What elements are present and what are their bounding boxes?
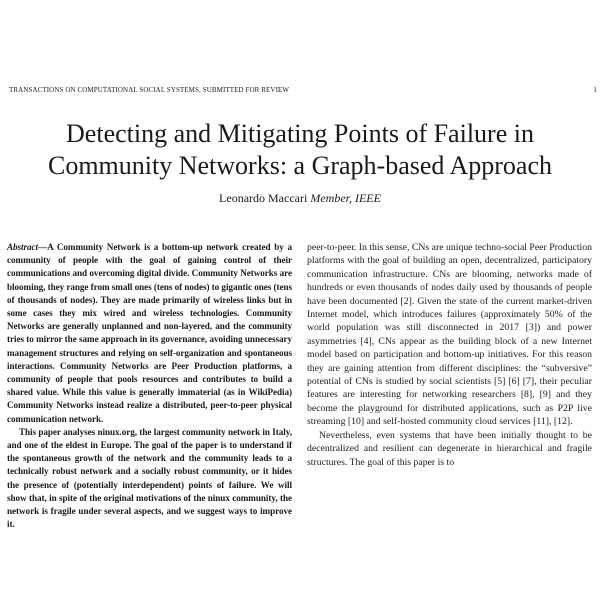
body-paragraph-1: peer-to-peer. In this sense, CNs are unique techno-social Peer Production platforms with the goal of building an open, decentralized, participatory communication infrastructure. CNs are blooming, networks made of hundreds or even thousands of nodes daily used by thousands of people have been documented [2]. Given the state of the current market-driven Internet model, which introduces failures (approximately 50% of the world population was still disconnected in 2017 [3]) and power asymmetries [4], CNs appear as the building block of a new Internet model based on participation and bottom-up initiatives. For this reason they are gaining attention from different disciplines: the “subversive” potential of CNs is studied by social scientists [5] [6] [7], their peculiar features are interesting for networking researchers [8], [9] and they become the playground for distributed applications, such as P2P live streaming [10] and self-hosted community cloud services [11], [12]. [307, 242, 592, 428]
paper-title-line-1: Detecting and Mitigating Points of Failure in [66, 119, 534, 148]
author-affiliation: Member, IEEE [310, 191, 381, 205]
abstract-label: Abstract [7, 242, 39, 252]
abstract-column [7, 241, 292, 531]
body-paragraph-2: Nevertheless, even systems that have been initially thought to be decentralized and resilient can degenerate in hierarchical and fragile structures. The goal of this paper is to [307, 429, 592, 468]
page-number: 1 [593, 86, 597, 94]
running-header [9, 86, 597, 95]
abstract-text-1: —A Community Network is a bottom-up network created by a community of people with the goal of gaining control of their communications and overcoming digital divide. Community Networks are blooming, they range from small ones (tens of nodes) to gigantic ones (tens of thousands of nodes). They are made primarily of wireless links but in some cases they mix wired and wireless technologies. Community Networks are generally unplanned and non-layered, and the community tries to mirror the same approach in its governance, avoiding unnecessary management structures and relying on self-organization and spontaneous interactions. Community Networks are Peer Production platforms, a community of people that pools resources and contributes to build a shared value. While this value is generally immaterial (as in WikiPedia) Community Networks instead realize a distributed, peer-to-peer physical communication network. [7, 242, 292, 424]
author-name: Leonardo Maccari [219, 191, 308, 205]
author-line [0, 191, 600, 205]
body-column [307, 241, 592, 469]
abstract-paragraph-1 [7, 241, 292, 426]
paper-title [0, 118, 600, 182]
running-title: TRANSACTIONS ON COMPUTATIONAL SOCIAL SYSTEMS, SUBMITTED FOR REVIEW [9, 86, 290, 94]
paper-title-line-2: Community Networks: a Graph-based Approach [47, 151, 552, 180]
abstract-paragraph-2: This paper analyses ninux.org, the largest community network in Italy, and one of the eldest in Europe. The goal of the paper is to understand if the spontaneous growth of the network and the community leads to a technically robust network and a socially robust community, or it hides the presence of (potentially interdependent) points of failure. We will show that, in spite of the original motivations of the ninux community, the network is fragile under several aspects, and we suggest ways to improve it. [7, 426, 292, 530]
